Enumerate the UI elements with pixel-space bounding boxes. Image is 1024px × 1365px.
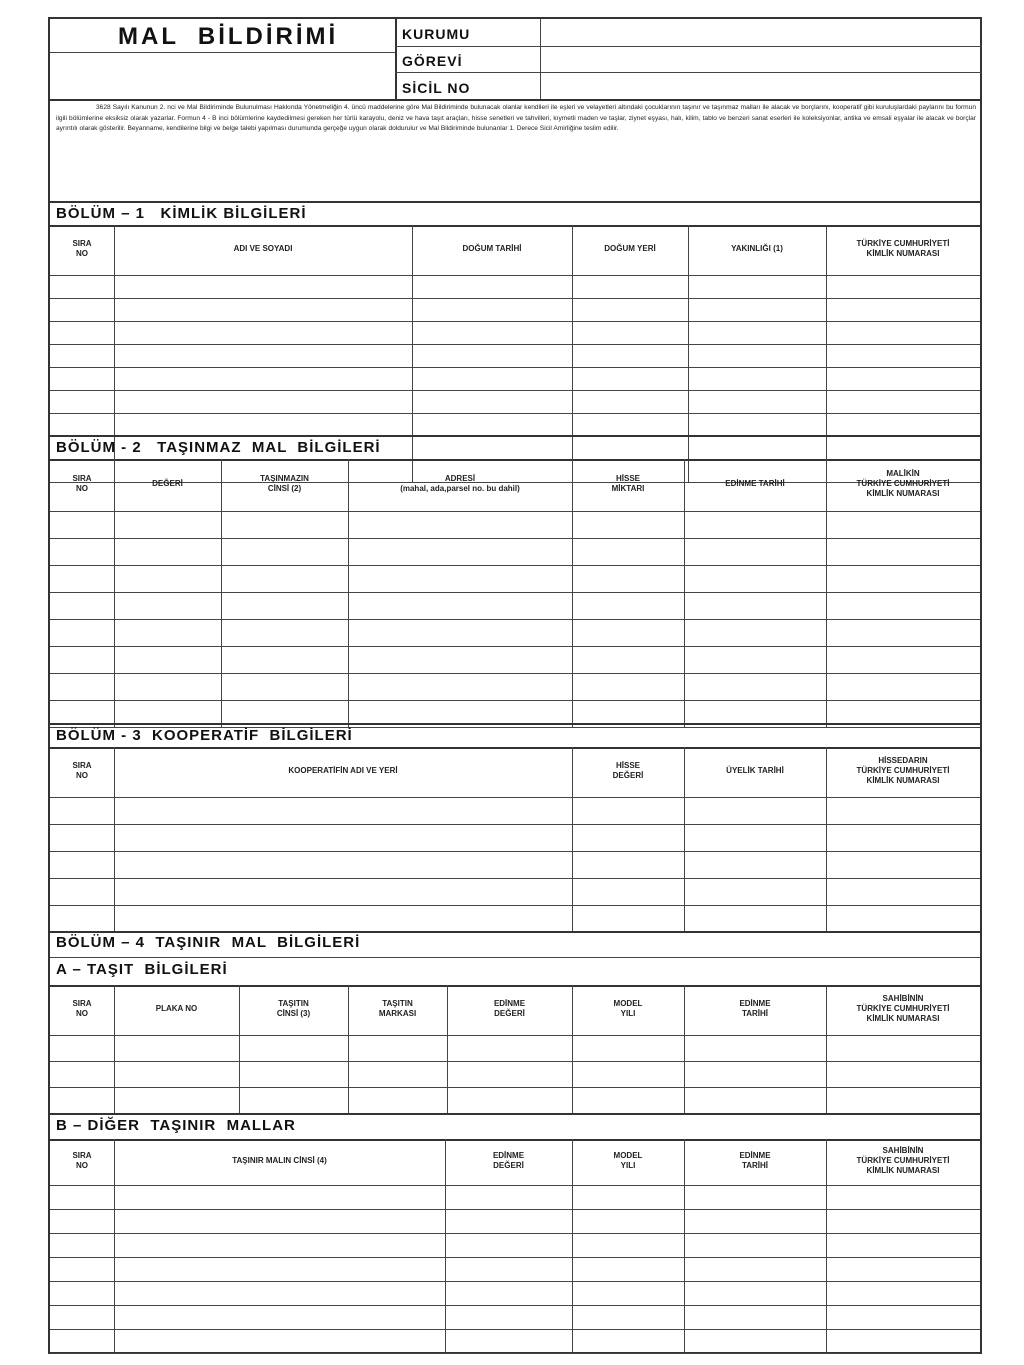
section4b-row-line bbox=[50, 1305, 980, 1306]
position-field[interactable] bbox=[542, 48, 978, 71]
section3-row-line bbox=[50, 905, 980, 906]
section1-title: BÖLÜM – 1 KİMLİK BİLGİLERİ bbox=[56, 205, 307, 222]
section4-title: BÖLÜM – 4 TAŞINIR MAL BİLGİLERİ bbox=[56, 934, 361, 951]
section2-header-4: HİSSE MİKTARI bbox=[611, 474, 645, 493]
section4b-header-2: EDİNME DEĞERİ bbox=[492, 1151, 525, 1170]
section3-row-line bbox=[50, 851, 980, 852]
section3-header-3: ÜYELİK TARİHİ bbox=[726, 766, 784, 775]
institution-field[interactable] bbox=[542, 21, 978, 45]
section4b-title: B – DİĞER TAŞINIR MALLAR bbox=[56, 1117, 296, 1134]
section1-row-line bbox=[50, 321, 980, 322]
section4a-row-line bbox=[50, 1087, 980, 1088]
section2-header-3: ADRESİ (mahal, ada,parsel no. bu dahil) bbox=[400, 474, 520, 493]
section4b-row-line bbox=[50, 1233, 980, 1234]
institution-label: KURUMU bbox=[402, 26, 471, 42]
section4a-header-3: TAŞITIN MARKASI bbox=[378, 999, 417, 1018]
section4a-header-0: SIRA NO bbox=[72, 999, 92, 1018]
section1-row-line bbox=[50, 344, 980, 345]
section4b-header-4: EDİNME TARİHİ bbox=[739, 1151, 771, 1170]
section2-header-5: EDİNME TARİHİ bbox=[725, 479, 785, 488]
section4a-header-7: SAHİBİNİN TÜRKİYE CUMHURİYETİ KİMLİK NUMARASI bbox=[856, 994, 950, 1023]
section4b-row-line bbox=[50, 1209, 980, 1210]
section2-header-2: TAŞINMAZIN CİNSİ (2) bbox=[260, 474, 309, 493]
section1-row-line bbox=[50, 390, 980, 391]
section3-header-1: KOOPERATİFİN ADI VE YERİ bbox=[288, 766, 398, 775]
registry-label: SİCİL NO bbox=[402, 80, 471, 96]
section2-header-1: DEĞERİ bbox=[152, 479, 183, 488]
section4b-header-3: MODEL YILI bbox=[613, 1151, 643, 1170]
section1-row-line bbox=[50, 367, 980, 368]
section3-header-2: HİSSE DEĞERİ bbox=[612, 761, 644, 780]
section3-header-4: HİSSEDARIN TÜRKİYE CUMHURİYETİ KİMLİK NUMARASI bbox=[856, 756, 950, 785]
section4b-row-line bbox=[50, 1281, 980, 1282]
intro-paragraph: 3628 Sayılı Kanunun 2. nci ve Mal Bildiriminde Bulunulması Hakkında Yönetmeliğin 4. üncü maddelerine göre Mal Bildiriminde bulunacak olanlar kendileri ile eşleri ve velayetleri altındaki çocuklarının taşınır ve taşınmaz malları ile alacak ve borçlarını, kooperatif gibi kuruluşlardaki paylarını bu formun ilgili bölümlerine eksiksiz olarak yazarlar. Formun 4 - B inci bölümlerine kaydedilmesi gereken her türlü karayolu, deniz ve hava taşıt araçları, hisse senetleri ve tahvilleri, kıymetli maden ve taşlar, ziynet eşyası, halı, kilim, tablo ve benzeri sanat eserleri ile koleksiyonlar, antika ve emsali eşyalar ile alacak ve borçlar ayrıntılı olarak gösterilir. Beyanname, kendilerine bilgi ve belge talebi yapılması durumunda gerçeğe uygun olarak doldurulur ve Mal Bildiriminde bulunanlar 1. Derece Sicil Amirliğine teslim edilir. bbox=[56, 104, 976, 133]
section1-header-4: YAKINLIĞI (1) bbox=[731, 244, 783, 253]
section2-row-line bbox=[50, 700, 980, 701]
section2-row-line bbox=[50, 592, 980, 593]
section4b-header-1: TAŞINIR MALIN CİNSİ (4) bbox=[232, 1156, 327, 1165]
form-title: MAL BİLDİRİMİ bbox=[118, 23, 339, 50]
section1-row-line bbox=[50, 413, 980, 414]
section4a-title: A – TAŞIT BİLGİLERİ bbox=[56, 961, 228, 978]
section2-row-line bbox=[50, 565, 980, 566]
registry-field[interactable] bbox=[542, 74, 978, 97]
section4a-header-5: MODEL YILI bbox=[613, 999, 643, 1018]
section3-title: BÖLÜM - 3 KOOPERATİF BİLGİLERİ bbox=[56, 727, 353, 744]
position-label: GÖREVİ bbox=[402, 53, 463, 69]
section4a-row-line bbox=[50, 1061, 980, 1062]
section4b-row-line bbox=[50, 1353, 980, 1354]
section4a-header-2: TAŞITIN CİNSİ (3) bbox=[276, 999, 311, 1018]
section3-row-line bbox=[50, 878, 980, 879]
section3-row-line bbox=[50, 824, 980, 825]
section2-row-line bbox=[50, 619, 980, 620]
declaration-form bbox=[48, 17, 982, 1354]
section1-header-5: TÜRKİYE CUMHURİYETİ KİMLİK NUMARASI bbox=[856, 239, 950, 258]
section1-header-3: DOĞUM YERİ bbox=[604, 244, 656, 253]
section4b-header-0: SIRA NO bbox=[72, 1151, 92, 1170]
section2-row-line bbox=[50, 646, 980, 647]
section1-row-line bbox=[50, 298, 980, 299]
section3-header-0: SIRA NO bbox=[72, 761, 92, 780]
section2-title: BÖLÜM - 2 TAŞINMAZ MAL BİLGİLERİ bbox=[56, 439, 381, 456]
section4a-header-6: EDİNME TARİHİ bbox=[739, 999, 771, 1018]
section4b-row-line bbox=[50, 1329, 980, 1330]
section2-row-line bbox=[50, 538, 980, 539]
section2-header-0: SIRA NO bbox=[72, 474, 92, 493]
section1-header-1: ADI VE SOYADI bbox=[233, 244, 293, 253]
section1-header-0: SIRA NO bbox=[72, 239, 92, 258]
section4a-header-1: PLAKA NO bbox=[155, 1004, 198, 1013]
section2-header-6: MALİKİN TÜRKİYE CUMHURİYETİ KİMLİK NUMARASI bbox=[856, 469, 950, 498]
section4b-header-5: SAHİBİNİN TÜRKİYE CUMHURİYETİ KİMLİK NUMARASI bbox=[856, 1146, 950, 1175]
section1-header-2: DOĞUM TARİHİ bbox=[462, 244, 522, 253]
section2-row-line bbox=[50, 673, 980, 674]
section4a-header-4: EDİNME DEĞERİ bbox=[493, 999, 526, 1018]
section4b-row-line bbox=[50, 1257, 980, 1258]
